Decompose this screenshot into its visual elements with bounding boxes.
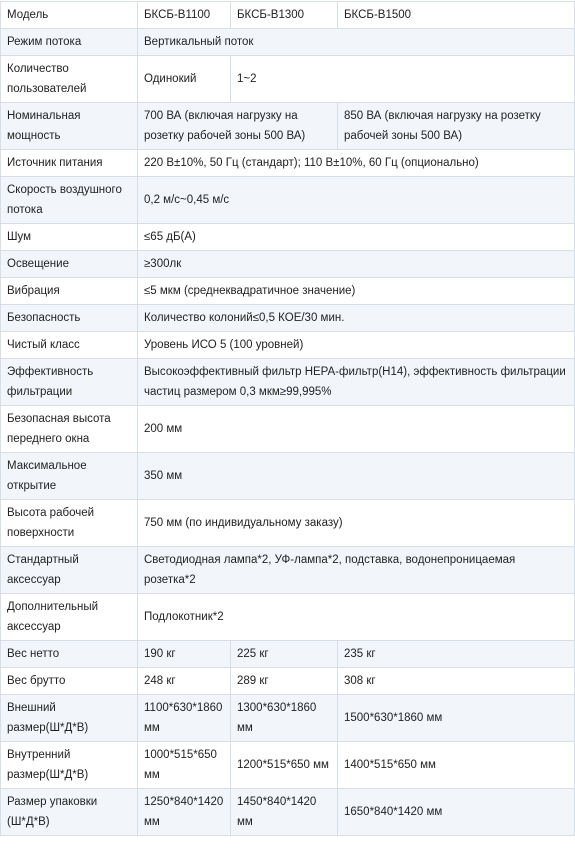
value-cell: 1250*840*1420 мм	[138, 789, 231, 836]
value-cell: 1450*840*1420 мм	[231, 789, 338, 836]
table-row	[1, 359, 575, 406]
value-cell: 700 ВА (включая нагрузку на розетку рабочей зоны 500 ВА)	[138, 103, 338, 150]
value-cell: 248 кг	[138, 668, 231, 695]
row-label: Количество пользователей	[1, 56, 138, 103]
row-label: Модель	[1, 2, 138, 29]
row-label: Номинальная мощность	[1, 103, 138, 150]
row-label: Внешний размер(Ш*Д*В)	[1, 695, 138, 742]
value-cell: 1~2	[231, 56, 575, 103]
value-cell: ≥300лк	[138, 251, 575, 278]
table-row	[1, 641, 575, 668]
value-cell: Одинокий	[138, 56, 231, 103]
table-row	[1, 789, 575, 836]
value-cell: 750 мм (по индивидуальному заказу)	[138, 500, 575, 547]
row-label: Вес брутто	[1, 668, 138, 695]
value-cell: 190 кг	[138, 641, 231, 668]
value-cell: БКСБ-В1100	[138, 2, 231, 29]
value-cell: 1650*840*1420 мм	[338, 789, 575, 836]
row-label: Безопасная высота переднего окна	[1, 406, 138, 453]
row-label: Эффективность фильтрации	[1, 359, 138, 406]
value-cell: Светодиодная лампа*2, УФ-лампа*2, подставка, водонепроницаемая розетка*2	[138, 547, 575, 594]
row-label: Стандартный аксессуар	[1, 547, 138, 594]
value-cell: 289 кг	[231, 668, 338, 695]
spec-table-body	[1, 2, 575, 836]
table-row	[1, 332, 575, 359]
value-cell: Подлокотник*2	[138, 594, 575, 641]
row-label: Освещение	[1, 251, 138, 278]
table-row	[1, 224, 575, 251]
value-cell: 1200*515*650 мм	[231, 742, 338, 789]
row-label: Скорость воздушного потока	[1, 177, 138, 224]
value-cell: Уровень ИСО 5 (100 уровней)	[138, 332, 575, 359]
value-cell: 350 мм	[138, 453, 575, 500]
row-label: Внутренний размер(Ш*Д*В)	[1, 742, 138, 789]
value-cell: 308 кг	[338, 668, 575, 695]
table-row	[1, 453, 575, 500]
row-label: Максимальное открытие	[1, 453, 138, 500]
table-row	[1, 668, 575, 695]
row-label: Режим потока	[1, 29, 138, 56]
table-row	[1, 177, 575, 224]
row-label: Вибрация	[1, 278, 138, 305]
table-row	[1, 251, 575, 278]
table-row	[1, 500, 575, 547]
value-cell: 1400*515*650 мм	[338, 742, 575, 789]
table-row	[1, 56, 575, 103]
value-cell: ≤5 мкм (среднеквадратичное значение)	[138, 278, 575, 305]
value-cell: 850 ВА (включая нагрузку на розетку рабочей зоны 500 ВА)	[338, 103, 575, 150]
table-row	[1, 695, 575, 742]
table-row	[1, 742, 575, 789]
table-row	[1, 278, 575, 305]
value-cell: 220 В±10%, 50 Гц (стандарт); 110 В±10%, 60 Гц (опционально)	[138, 150, 575, 177]
table-row	[1, 29, 575, 56]
table-row	[1, 103, 575, 150]
row-label: Безопасность	[1, 305, 138, 332]
value-cell: 1300*630*1860 мм	[231, 695, 338, 742]
table-row	[1, 547, 575, 594]
table-row	[1, 406, 575, 453]
spec-table	[0, 1, 575, 836]
value-cell: ≤65 дБ(А)	[138, 224, 575, 251]
value-cell: 225 кг	[231, 641, 338, 668]
row-label: Высота рабочей поверхности	[1, 500, 138, 547]
value-cell: 0,2 м/с~0,45 м/с	[138, 177, 575, 224]
row-label: Размер упаковки (Ш*Д*В)	[1, 789, 138, 836]
value-cell: 1100*630*1860 мм	[138, 695, 231, 742]
table-row	[1, 2, 575, 29]
value-cell: БКСБ-В1500	[338, 2, 575, 29]
row-label: Источник питания	[1, 150, 138, 177]
value-cell: 200 мм	[138, 406, 575, 453]
value-cell: 1000*515*650 мм	[138, 742, 231, 789]
row-label: Чистый класс	[1, 332, 138, 359]
value-cell: БКСБ-В1300	[231, 2, 338, 29]
row-label: Дополнительный аксессуар	[1, 594, 138, 641]
value-cell: 235 кг	[338, 641, 575, 668]
row-label: Шум	[1, 224, 138, 251]
table-row	[1, 594, 575, 641]
value-cell: 1500*630*1860 мм	[338, 695, 575, 742]
table-row	[1, 305, 575, 332]
value-cell: Высокоэффективный фильтр HEPA-фильтр(H14), эффективность фильтрации частиц размером 0,3 мкм≥99,995%	[138, 359, 575, 406]
value-cell: Вертикальный поток	[138, 29, 575, 56]
table-row	[1, 150, 575, 177]
value-cell: Количество колоний≤0,5 КОЕ/30 мин.	[138, 305, 575, 332]
row-label: Вес нетто	[1, 641, 138, 668]
